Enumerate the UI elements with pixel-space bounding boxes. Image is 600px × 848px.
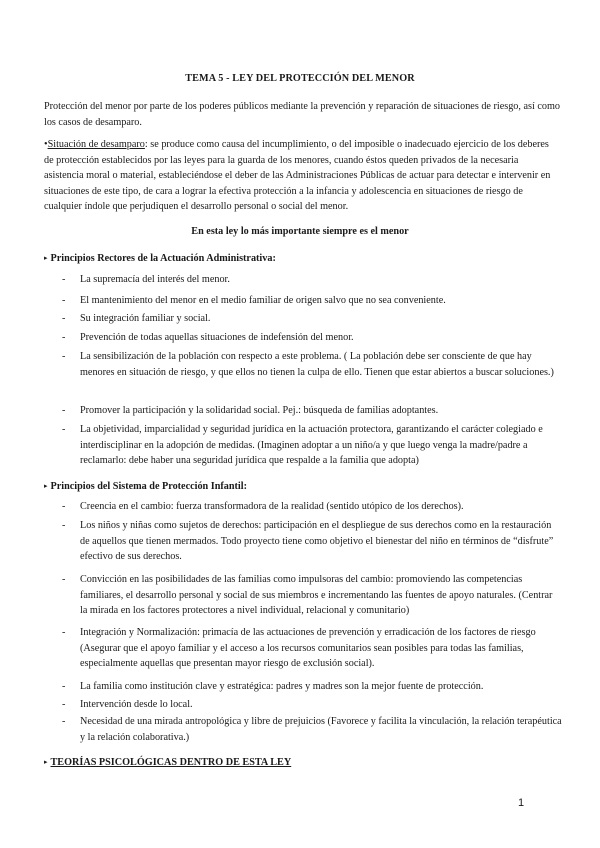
- section-heading-principios-sistema: [44, 481, 247, 492]
- triangle-bullet-icon: ▸: [44, 482, 48, 490]
- section-heading-principios-rectores: [44, 253, 276, 264]
- list-item-text: La sensibilización de la población con respecto a este problema. ( La población debe ser consciente de que hay menores en situación de riesgo, y que ellos no tienen la culpa de ello. Tienen que estar abiertos a buscar soluciones.): [80, 351, 554, 378]
- dash-marker: -: [62, 716, 66, 727]
- list-item-text: La familia como institución clave y estratégica: padres y madres son la mejor fuente de protección.: [80, 681, 484, 692]
- list-item: [44, 518, 562, 565]
- dash-marker: -: [62, 295, 66, 306]
- list-item-text: Promover la participación y la solidaridad social. Pej.: búsqueda de familias adoptantes.: [80, 405, 439, 416]
- dash-marker: -: [62, 681, 66, 692]
- list-item: [44, 311, 562, 327]
- triangle-bullet-icon: ▸: [44, 254, 48, 262]
- section-heading-text: Principios Rectores de la Actuación Administrativa:: [50, 253, 276, 264]
- list-item-text: El mantenimiento del menor en el medio familiar de origen salvo que no sea conveniente.: [80, 295, 446, 306]
- list-item-text: Su integración familiar y social.: [80, 313, 211, 324]
- list-item-text: Intervención desde lo local.: [80, 699, 193, 710]
- triangle-bullet-icon: ▸: [44, 758, 48, 766]
- list-item: [44, 272, 562, 288]
- list-item-text: Prevención de todas aquellas situaciones de indefensión del menor.: [80, 332, 354, 343]
- list-item: [44, 422, 562, 469]
- dash-marker: -: [62, 351, 66, 362]
- dash-marker: -: [62, 699, 66, 710]
- list-item: [44, 293, 562, 309]
- list-item: [44, 499, 562, 515]
- desamparo-paragraph: [44, 137, 560, 215]
- list-item-text: Los niños y niñas como sujetos de derechos: participación en el despliegue de sus derechos como en la restauración de aquellos que tienen mermados. Todo proyecto tiene como objetivo el bienestar del niño en términos de “disfrute” efectivo de sus derechos.: [80, 520, 554, 562]
- list-item-text: Necesidad de una mirada antropológica y libre de prejuicios (Favorece y facilita la vinculación, la relación terapéutica y la relación colaborativa.): [80, 716, 562, 743]
- emphasis-statement: En esta ley lo más importante siempre es el menor: [191, 226, 409, 237]
- intro-paragraph: Protección del menor por parte de los poderes públicos mediante la prevención y reparación de situaciones de riesgo, así como los casos de desamparo.: [44, 101, 560, 128]
- desamparo-term: Situación de desamparo: [47, 139, 145, 150]
- list-item-text: Creencia en el cambio: fuerza transformadora de la realidad (sentido utópico de los derechos).: [80, 501, 464, 512]
- section-heading-text: Principios del Sistema de Protección Infantil:: [50, 481, 247, 492]
- desamparo-text: : se produce como causa del incumplimiento, o del imposible o inadecuado ejercicio de los deberes de protección establecidos por las leyes para la guarda de los menores, cuando éstos queden privados de la necesaria asistencia moral o material, estableciéndose el deber de las Administraciones Públicas de actuar para detectar e intervenir en situaciones de este tipo, de cara a lograr la efectiva protección a la infancia y adolescencia en situaciones de riesgo de cualquier índole que perjudiquen el desarrollo personal o social del menor.: [44, 139, 551, 212]
- dash-marker: -: [62, 405, 66, 416]
- dash-marker: -: [62, 274, 66, 285]
- dash-marker: -: [62, 424, 66, 435]
- list-item: [44, 679, 562, 695]
- bullet-marker: •: [44, 139, 48, 150]
- list-item: [44, 625, 562, 672]
- dash-marker: -: [62, 501, 66, 512]
- section-heading-teorias: [44, 757, 291, 768]
- list-item-text: Convicción en las posibilidades de las familias como impulsoras del cambio: promoviendo las competencias familiares, el desarrollo personal y social de sus miembros e incrementando las fuentes de apoyo naturales. (Centrar la mirada en los factores protectores a nivel individual, relacional y comunitario): [80, 574, 553, 616]
- section-heading-text: TEORÍAS PSICOLÓGICAS DENTRO DE ESTA LEY: [50, 757, 292, 768]
- list-item: [44, 349, 562, 380]
- list-item-text: La supremacía del interés del menor.: [80, 274, 230, 285]
- dash-marker: -: [62, 520, 66, 531]
- dash-marker: -: [62, 574, 66, 585]
- list-item: [44, 403, 562, 419]
- list-item-text: La objetividad, imparcialidad y seguridad jurídica en la actuación protectora, garantizando el carácter colegiado e interdisciplinar en la adopción de medidas. (Imaginen adoptar a un niño/a y que luego venga la madre/padre a reclamarlo: debe haber una seguridad jurídica que respalde a la familia que adopta): [80, 424, 543, 466]
- dash-marker: -: [62, 627, 66, 638]
- list-item: [44, 697, 562, 713]
- list-item-text: Integración y Normalización: primacía de las actuaciones de prevención y erradicación de los factores de riesgo (Asegurar que el apoyo familiar y el acceso a los recursos comunitarios sean posibles para todas las familias, especialmente aquellas que presentan mayor riesgo de exclusión social).: [80, 627, 536, 669]
- list-item: [44, 572, 562, 619]
- page-number: 1: [518, 797, 525, 809]
- list-item: [44, 330, 562, 346]
- dash-marker: -: [62, 332, 66, 343]
- page-title: TEMA 5 - LEY DEL PROTECCIÓN DEL MENOR: [185, 73, 415, 84]
- list-item: [44, 714, 562, 745]
- dash-marker: -: [62, 313, 66, 324]
